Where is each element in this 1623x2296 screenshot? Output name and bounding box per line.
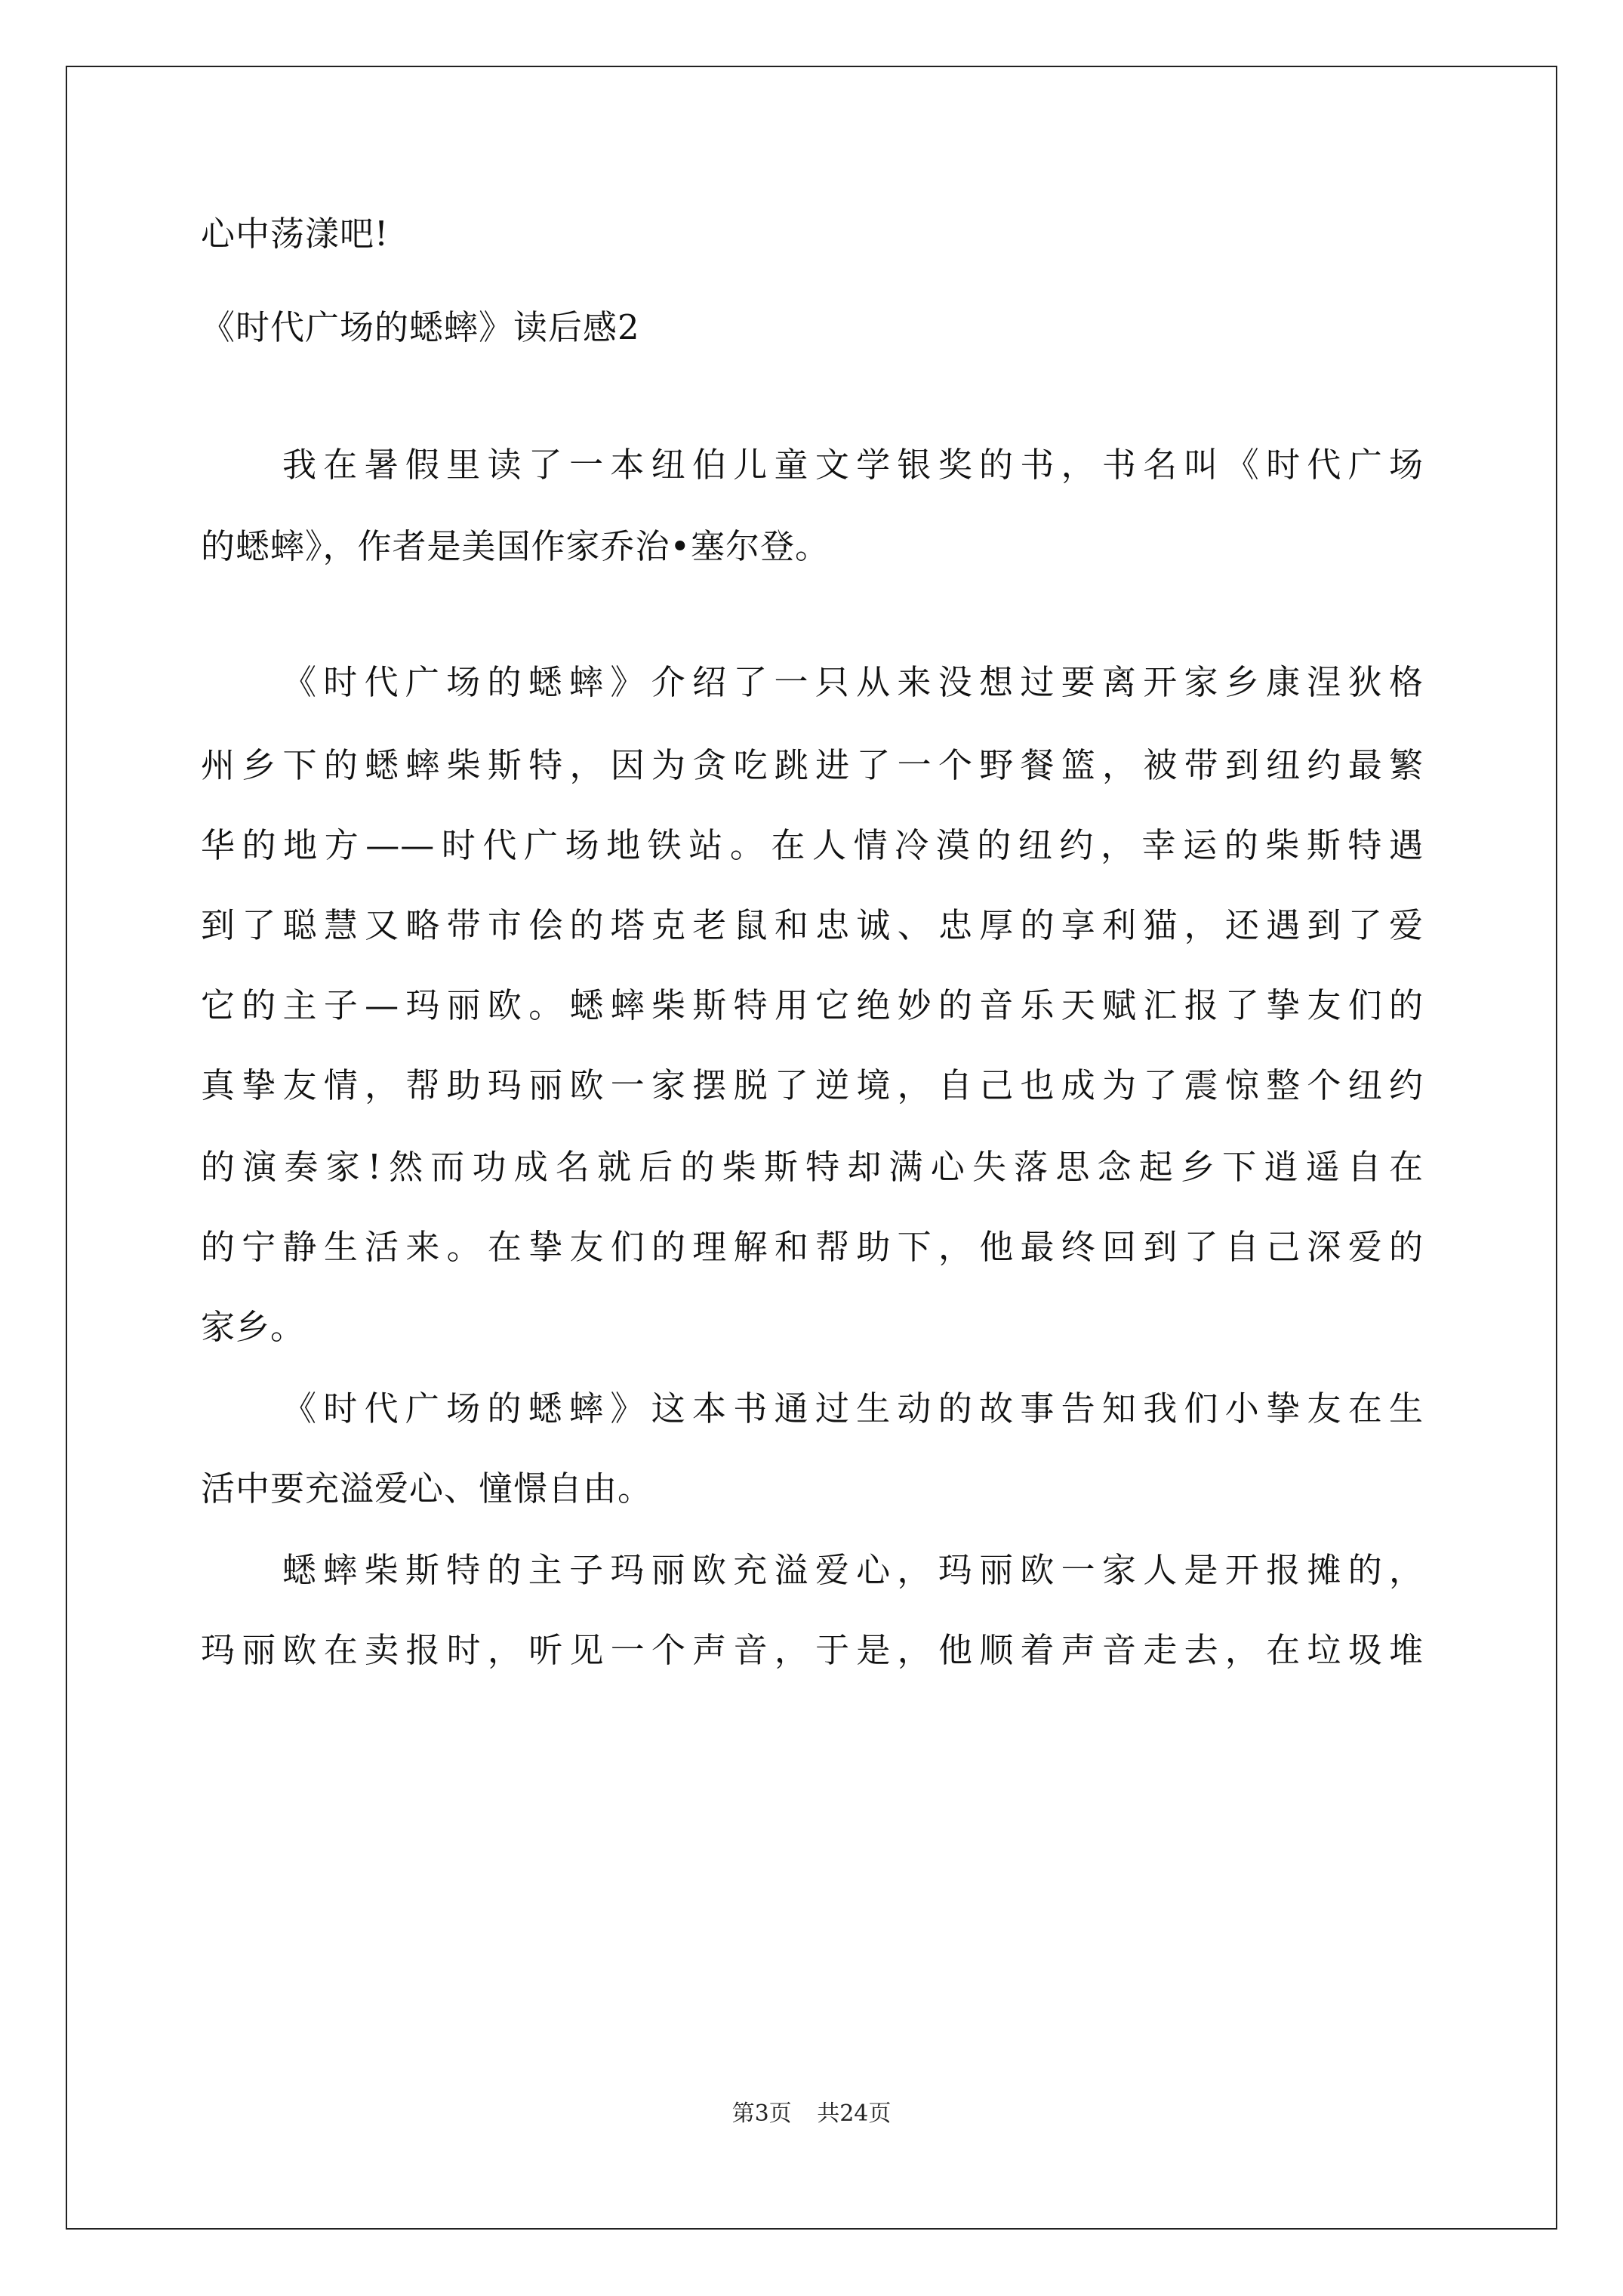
text-line: 华的地方——时代广场地铁站。在人情冷漠的纽约，幸运的柴斯特遇 — [201, 825, 1424, 865]
text-line: 的演奏家!然而功成名就后的柴斯特却满心失落思念起乡下逍遥自在 — [201, 1147, 1424, 1187]
text-line: 《时代广场的蟋蟀》介绍了一只从来没想过要离开家乡康涅狄格 — [282, 662, 1424, 702]
text-line: 的蟋蟀》，作者是美国作家乔治•塞尔登。 — [201, 526, 830, 566]
text-line: 玛丽欧在卖报时，听见一个声音，于是，他顺着声音走去，在垃圾堆 — [201, 1630, 1424, 1670]
text-line: 真挚友情，帮助玛丽欧一家摆脱了逆境，自己也成为了震惊整个纽约 — [201, 1065, 1424, 1105]
text-line: 它的主子—玛丽欧。蟋蟀柴斯特用它绝妙的音乐天赋汇报了挚友们的 — [201, 985, 1424, 1025]
text-line: 到了聪慧又略带市侩的塔克老鼠和忠诚、忠厚的享利猫，还遇到了爱 — [201, 905, 1424, 945]
text-line: 《时代广场的蟋蟀》这本书通过生动的故事告知我们小挚友在生 — [282, 1388, 1424, 1428]
text-line: 心中荡漾吧! — [201, 214, 390, 254]
text-line: 蟋蟀柴斯特的主子玛丽欧充溢爱心，玛丽欧一家人是开报摊的， — [282, 1550, 1424, 1590]
page-number: 第3页 — [731, 2100, 792, 2127]
text-line: 我在暑假里读了一本纽伯儿童文学银奖的书，书名叫《时代广场 — [282, 445, 1424, 485]
text-line: 州乡下的蟋蟀柴斯特，因为贪吃跳进了一个野餐篮，被带到纽约最繁 — [201, 745, 1424, 785]
section-title: 《时代广场的蟋蟀》读后感2 — [201, 307, 640, 347]
page-footer — [0, 2099, 1623, 2129]
page-total: 共24页 — [817, 2100, 892, 2127]
text-line: 家乡。 — [201, 1307, 306, 1347]
text-line: 的宁静生活来。在挚友们的理解和帮助下，他最终回到了自己深爱的 — [201, 1227, 1424, 1267]
text-line: 活中要充溢爱心、憧憬自由。 — [201, 1469, 653, 1509]
